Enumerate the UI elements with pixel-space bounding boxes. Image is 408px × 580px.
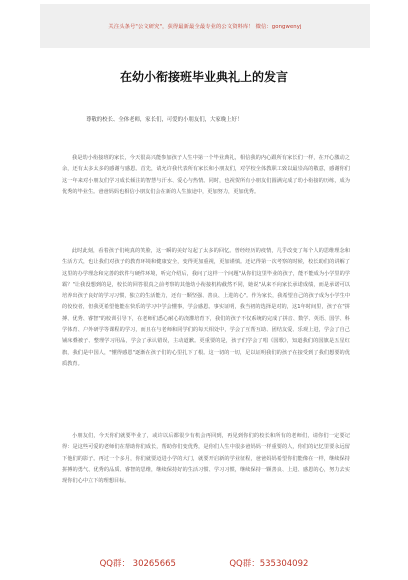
greeting-line: 尊敬的校长、全体老师，家长们，可爱的小朋友们，大家晚上好！ (86, 117, 243, 123)
paragraph-1: 我是幼小衔接班的家长，今天很高兴能参加孩子人生中第一个毕业典礼，相信我的内心跟所有家长们一样，在开心激动之余，还有太多太多的感谢与感恩。首先，请允许我代表所有家长和小朋友们，对学校全体教职工致以最崇高的敬意，感谢你们这一年来对小朋友们学习成长倾注的智慧与汗水、爱心与热情。同时，也祝贺所有小朋友们圆满完成了幼小衔接的历练，成为优秀的毕业生。爸爸妈妈也相信小朋友们会在新的人生旅途中，更加努力，更加优秀。 (62, 155, 350, 195)
paragraph-3: 小朋友们，今天你们就要毕业了，或许以后都很少有机会再回到，再见到你们的校长和所有的老师们，请你们一定要记得：是这些可爱的老师们在帮助你们成长，帮助你们变优秀，是你们人生中很多爸妈妈一样重要的人，你们的记忆里要永远留下他们的影子。再过一个多月，你们就要迈进小学的大门，就要开启新的学业征程，爸爸妈妈希望你们能像在一样，继续保持拼搏的勇气、优秀的品质、睿智的思维，继续保持好的生活习惯、学习习惯，继续保持一颗善良、上进、感恩的心，努力去实现你们心中立下的理想目标。 (62, 433, 350, 485)
paragraph-2: 此时此刻，看着孩子们纯真的笑脸，这一瞬的美好勾起了太多的回忆。曾经经历的疫情，几乎改变了每个人的思维理念和生活方式，也让我们对孩子的教育环境和健康安全，变得更加重视，更加谨慎。还记得第一次考察的时候，校长助们的讲解了这里的办学理念和完善的软件与硬件环境，听完介绍后，我问了这样一个问题"从你们这里毕业的孩子，能不能成为小学里的学霸？"让我没想到的是，校长的回答很真之前考察的其他幼小衔接机构截然不同，她说"从来不向家长承诺成绩，而是承诺可以培养出孩子良好的学习习惯，独立的生活能力，还有一颗坚强、善良、上进的心"。作为家长，我希望自己的孩子成为小学生中的佼佼者，但我更希望他能在快乐的学习中学会懂事，学会感恩。事实证明，我当初的选择是对的，这1年时间里，孩子在"拼搏、优秀、睿智"的校训引导下，在老师们悉心耐心的浇灌培育下，我们的孩子不仅系统的完成了拼音、数学、英语、国学、科学体育、户外研学等课程的学习，而且在与老师和同学们的每天相处中，学会了互帮互助、团结友爱、乐观上进，学会了自己铺床叠被子、整理学习用品，学会了承认错误，主动道歉。更重要的是，孩子们学会了唱《国歌》，知道我们的国旗是五星红旗，我们是中国人，"懂得感恩"逐渐在孩子们的心里扎下了根。这一切的一切，足以证明我们的孩子在接受到了我们想要的优质教育。 (62, 248, 350, 367)
qq-group-1: QQ群： 30265665 (99, 559, 176, 569)
header-promo-text: 关注头条号"公文研究"，获得最新最全最专业的公文资料库！ 微信：gongwenyj (108, 24, 302, 30)
header-banner (40, 4, 370, 48)
qq-group-2: QQ群：535304092 (229, 559, 309, 569)
footer-qq-groups (0, 557, 408, 569)
document-title: 在幼小衔接班毕业典礼上的发言 (119, 70, 288, 84)
